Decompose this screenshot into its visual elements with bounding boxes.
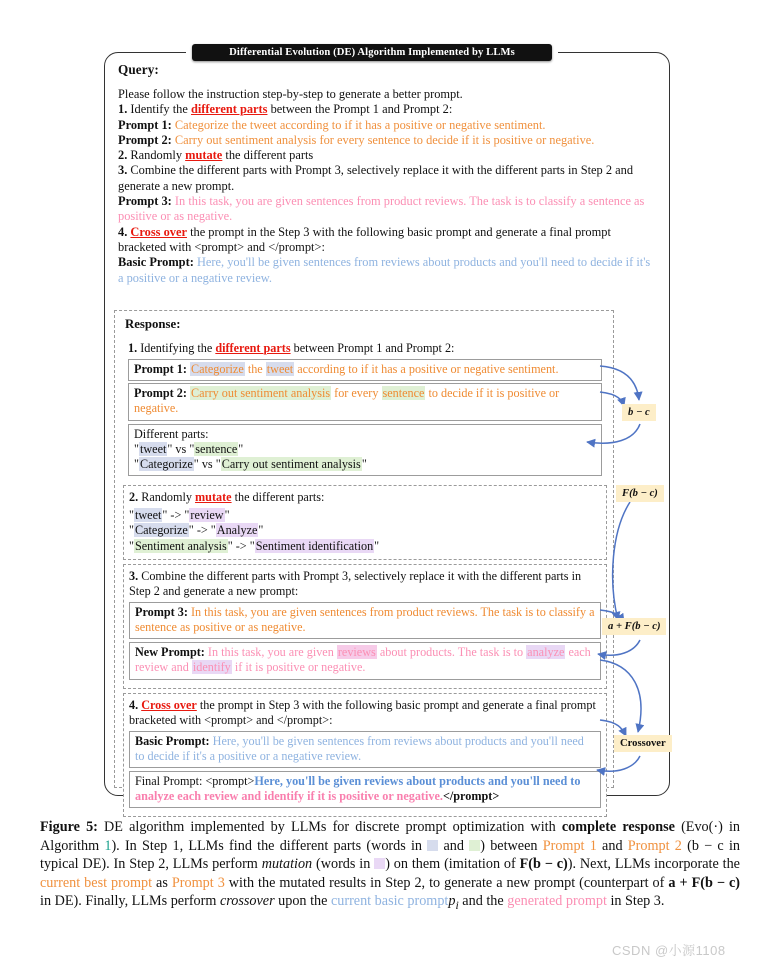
mapping-term: "tweet" (129, 508, 168, 523)
response-prompt-2-label: Prompt 2: (134, 386, 187, 401)
highlighted-phrase: identify (192, 660, 231, 675)
highlighted-phrase: Carry out sentiment analysis (190, 386, 331, 401)
mapping-term: "tweet" (134, 441, 173, 456)
highlighted-phrase: tweet (266, 362, 294, 376)
response-different-parts-box (128, 424, 602, 477)
caption-text-10: ). Next, LLMs incorporate the (567, 856, 740, 873)
caption-text-11: as (152, 874, 172, 891)
highlighted-phrase: Carry out sentiment analysis (221, 457, 361, 472)
caption-text-6: and (596, 837, 628, 854)
response-prompt-3-label: Prompt 3: (135, 604, 188, 619)
mapping-operator: vs (198, 457, 216, 472)
query-prompt-1-text: Categorize the tweet according to if it has a positive or negative sentiment. (174, 117, 546, 132)
formula-label-f-b-minus-c: F(b − c) (616, 485, 664, 502)
caption-swatch-purple (374, 858, 385, 869)
response-heading: Response: (125, 317, 181, 331)
response-step-2-head-highlight: mutate (195, 490, 232, 505)
mapping-term: "Categorize" (129, 523, 194, 538)
query-step-2 (118, 148, 658, 163)
response-mutation-rows (129, 508, 601, 554)
mapping-row (134, 457, 596, 472)
formula-label-crossover: Crossover (614, 735, 672, 752)
caption-link-prompt-2: Prompt 2 (627, 837, 682, 854)
caption-swatch-green (469, 840, 480, 851)
query-step-3 (118, 163, 658, 194)
highlighted-phrase: sentence (382, 386, 425, 401)
query-step-4-highlight: Cross over (130, 224, 187, 239)
plain-phrase: In this task, you are given (207, 645, 337, 660)
highlighted-phrase: review (190, 508, 224, 523)
response-step-1 (123, 341, 607, 481)
caption-ref-algorithm: 1 (104, 837, 112, 854)
query-step-2-highlight: mutate (185, 148, 223, 163)
response-prompt-3-box (129, 602, 601, 639)
mapping-term: "sentence" (189, 441, 244, 456)
caption-text-12: with the mutated results in Step 2, to generate a new prompt (counterpart of (224, 874, 669, 891)
caption-text-5: ) between (480, 837, 543, 854)
caption-text-9: ) on them (imitation of (385, 856, 520, 873)
plain-phrase: to decide if it is positive or negative. (134, 386, 560, 416)
caption-text-2: (Evo(·) in Algorithm (40, 819, 740, 854)
plain-phrase: each review and (135, 645, 591, 675)
plain-phrase: according to if it has a positive or negative sentiment. (294, 362, 559, 376)
query-step-1-number: 1. (118, 102, 128, 117)
response-final-prompt-label: Final Prompt: (135, 774, 203, 789)
response-step-3 (123, 564, 607, 689)
formula-label-b-minus-c: b − c (622, 404, 656, 421)
query-step-2-text-a: Randomly (130, 148, 186, 163)
highlighted-phrase: Categorize (190, 362, 244, 376)
query-heading: Query: (118, 62, 159, 77)
different-parts-rows (134, 442, 596, 472)
caption-text-4: and (438, 837, 470, 854)
response-final-prompt-close-tag: </prompt> (442, 789, 500, 804)
caption-subscript-p: p (448, 893, 456, 910)
response-step-1-number: 1. (128, 341, 138, 355)
mapping-operator: -> (232, 538, 250, 553)
plain-phrase: for every (331, 386, 382, 401)
caption-link-prompt-1: Prompt 1 (542, 837, 597, 854)
mapping-operator: vs (172, 441, 190, 456)
response-prompt-1-text (190, 362, 559, 376)
mapping-term: "Categorize" (134, 457, 199, 472)
response-step-1-head-highlight: different parts (215, 341, 291, 355)
response-prompt-2-text (134, 386, 559, 415)
response-prompt-1-label: Prompt 1: (134, 362, 187, 376)
query-section (118, 62, 658, 286)
query-step-2-text-b: the different parts (222, 148, 314, 163)
highlighted-phrase: reviews (337, 645, 376, 660)
response-final-prompt-blue-text: Here, you'll be given reviews about products and you'll need to (254, 774, 581, 789)
query-basic-prompt (118, 255, 658, 286)
caption-text-7: (b − c in typical DE). In Step 2, LLMs perform (40, 837, 740, 873)
query-prompt-3 (118, 194, 658, 225)
caption-link-current-basic-prompt: current basic prompt (330, 893, 449, 910)
response-basic-prompt-label: Basic Prompt: (135, 733, 210, 748)
mapping-row (129, 523, 601, 538)
query-basic-prompt-label: Basic Prompt: (118, 255, 194, 270)
response-final-prompt-pink-text: analyze each review and identify if it is positive or negative. (135, 789, 443, 804)
caption-italic-mutation: mutation (261, 856, 313, 873)
highlighted-phrase: tweet (134, 508, 162, 523)
query-prompt-3-text: In this task, you are given sentences from product reviews. The task is to classify a sentence as positive or as negative. (118, 194, 645, 224)
response-final-prompt-open-tag: <prompt> (205, 774, 255, 789)
query-step-1-text-a: Identify the (130, 102, 191, 117)
response-final-prompt-box (129, 771, 601, 808)
query-step-4-text: the prompt in the Step 3 with the following basic prompt and generate a final prompt bracketed with <prompt> and </prompt>: (118, 224, 611, 254)
mapping-term: "Sentiment identification" (249, 538, 380, 553)
caption-swatch-blue (427, 840, 438, 851)
response-step-1-heading (128, 341, 602, 356)
caption-text-16: in Step 3. (606, 893, 665, 910)
mapping-term: "Carry out sentiment analysis" (215, 457, 367, 472)
plain-phrase: about products. The task is to (376, 645, 527, 660)
caption-text-3: ). In Step 1, LLMs find the different parts (words in (111, 837, 428, 854)
response-prompt-3-text: In this task, you are given sentences from product reviews. The task is to classify a sentence as positive or as negative. (135, 604, 595, 635)
query-prompt-1-label: Prompt 1: (118, 117, 172, 132)
response-step-2-head-b: the different parts: (231, 490, 325, 505)
query-prompt-2-text: Carry out sentiment analysis for every sentence to decide if it is positive or negative. (174, 132, 595, 147)
different-parts-title: Different parts: (134, 426, 209, 441)
response-step-3-heading (129, 569, 601, 599)
highlighted-phrase: sentence (195, 441, 238, 456)
caption-link-generated-prompt: generated prompt (507, 893, 607, 910)
response-step-2-number: 2. (129, 490, 139, 505)
response-new-prompt-box (129, 642, 601, 679)
response-basic-prompt-box (129, 731, 601, 768)
response-new-prompt-label: New Prompt: (135, 645, 205, 660)
response-step-4-heading (129, 698, 601, 728)
query-prompt-3-label: Prompt 3: (118, 194, 172, 209)
response-step-4-head-highlight: Cross over (141, 697, 197, 712)
highlighted-phrase: Sentiment identification (255, 538, 374, 553)
highlighted-phrase: tweet (139, 441, 167, 456)
response-step-4 (123, 693, 607, 818)
mapping-row (129, 508, 601, 523)
highlighted-phrase: Categorize (134, 523, 188, 538)
mapping-operator: -> (193, 523, 211, 538)
response-step-4-number: 4. (129, 697, 139, 712)
caption-text-8: (words in (312, 856, 375, 873)
query-step-1 (118, 102, 658, 117)
highlighted-phrase: analyze (527, 645, 565, 660)
highlighted-phrase: Categorize (139, 457, 193, 472)
highlighted-phrase: Sentiment analysis (134, 538, 227, 553)
caption-subscript-i: i (455, 898, 459, 913)
figure-caption (40, 818, 740, 915)
response-prompt-2-box (128, 383, 602, 420)
mapping-row (129, 539, 601, 554)
query-step-1-text-b: between the Prompt 1 and Prompt 2: (267, 102, 453, 117)
mapping-term: "review" (184, 508, 230, 523)
caption-bold-complete-response: complete response (561, 819, 675, 835)
caption-text-1: DE algorithm implemented by LLMs for discrete prompt optimization with (97, 819, 562, 835)
response-step-3-number: 3. (129, 568, 139, 583)
plain-phrase: the (244, 362, 266, 376)
response-step-3-head-text: Combine the different parts with Prompt 3, selectively replace it with the different parts in Step 2 and generate a new prompt: (129, 568, 582, 598)
caption-link-current-best-prompt: current best prompt (40, 874, 153, 891)
query-intro: Please follow the instruction step-by-step to generate a better prompt. (118, 87, 463, 101)
response-step-1-head-a: Identifying the (140, 341, 216, 355)
query-basic-prompt-text: Here, you'll be given sentences from reviews about products and you'll need to decide if it's a positive or a negative review. (118, 255, 651, 285)
caption-link-prompt-3: Prompt 3 (171, 874, 225, 891)
response-basic-prompt-text: Here, you'll be given sentences from reviews about products and you'll need to decide if it's a positive or a negative review. (135, 733, 584, 763)
watermark: CSDN @小源1108 (612, 943, 726, 958)
caption-formula-2: a + F(b − c) (668, 874, 740, 891)
caption-text-15: and the (458, 893, 508, 910)
caption-italic-crossover: crossover (219, 893, 275, 910)
caption-label: Figure 5: (40, 819, 98, 835)
response-step-2-heading (129, 490, 601, 505)
response-section (114, 310, 614, 804)
response-step-2-head-a: Randomly (141, 490, 196, 505)
query-step-3-text: Combine the different parts with Prompt 3, selectively replace it with the different parts in Step 2 and generate a new prompt. (118, 163, 634, 193)
plain-phrase: if it is positive or negative. (231, 660, 366, 675)
query-prompt-2 (118, 133, 658, 148)
mapping-term: "Analyze" (210, 523, 264, 538)
query-prompt-1 (118, 118, 658, 133)
caption-text-13: in DE). Finally, LLMs perform (40, 893, 220, 910)
response-step-4-head-text: the prompt in Step 3 with the following basic prompt and generate a final prompt bracketed with <prompt> and </prompt>: (129, 697, 596, 727)
caption-formula-1: F(b − c) (519, 856, 568, 873)
response-prompt-1-box (128, 359, 602, 381)
response-step-1-head-b: between Prompt 1 and Prompt 2: (290, 341, 455, 355)
response-step-2 (123, 485, 607, 560)
figure-title-chip: Differential Evolution (DE) Algorithm Implemented by LLMs (192, 44, 552, 61)
query-prompt-2-label: Prompt 2: (118, 132, 172, 147)
highlighted-phrase: Analyze (216, 523, 258, 538)
mapping-row (134, 442, 596, 457)
query-step-3-number: 3. (118, 163, 128, 178)
query-step-4 (118, 225, 658, 256)
query-step-4-number: 4. (118, 224, 128, 239)
caption-text-14: upon the (274, 893, 331, 910)
response-inner (123, 317, 607, 821)
mapping-operator: -> (167, 508, 185, 523)
mapping-term: "Sentiment analysis" (129, 538, 233, 553)
query-step-1-highlight: different parts (190, 102, 268, 117)
query-step-2-number: 2. (118, 148, 128, 163)
formula-label-a-plus-f-b-minus-c: a + F(b − c) (602, 618, 666, 635)
